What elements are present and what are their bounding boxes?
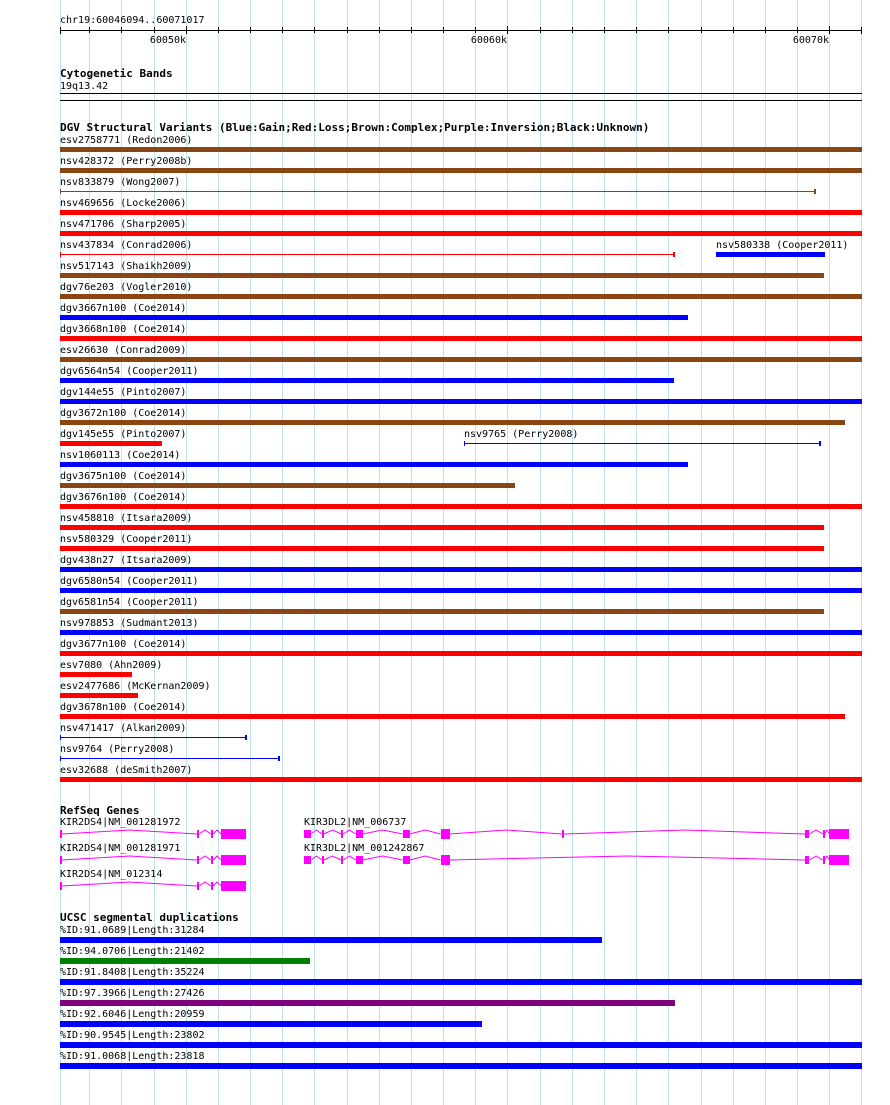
dgv-track-title: DGV Structural Variants (Blue:Gain;Red:Loss;Brown:Complex;Purple:Inversion;Black:Unknown) xyxy=(60,121,650,134)
exon-block xyxy=(304,830,311,838)
exon-block xyxy=(805,856,809,864)
gene-label: KIR3DL2|NM_001242867 xyxy=(304,843,425,854)
variant-label: dgv3676n100 (Coe2014) xyxy=(60,492,187,503)
exon-block xyxy=(60,856,62,864)
exon-block xyxy=(211,856,213,864)
variant-label: esv2477686 (McKernan2009) xyxy=(60,681,211,692)
exon-block xyxy=(829,829,849,839)
segdup-label: %ID:94.0706|Length:21402 xyxy=(60,946,205,957)
intron-line xyxy=(61,830,196,834)
intron-line xyxy=(343,856,355,860)
exon-block xyxy=(221,881,246,891)
segdup-label: %ID:92.6046|Length:20959 xyxy=(60,1009,205,1020)
intron-line xyxy=(450,856,806,860)
segdup-label: %ID:91.8408|Length:35224 xyxy=(60,967,205,978)
variant-label: nsv458810 (Itsara2009) xyxy=(60,513,193,524)
gene-label: KIR2DS4|NM_012314 xyxy=(60,869,163,880)
exon-block xyxy=(341,830,343,838)
variant-label: dgv3667n100 (Coe2014) xyxy=(60,303,187,314)
exon-block xyxy=(403,856,410,864)
cyto-band-label: 19q13.42 xyxy=(60,81,109,92)
exon-block xyxy=(211,882,213,890)
intron-line xyxy=(213,882,221,886)
variant-label: dgv3672n100 (Coe2014) xyxy=(60,408,187,419)
segdup-bar xyxy=(60,1042,862,1048)
variant-label: nsv437834 (Conrad2006) xyxy=(60,240,193,251)
exon-block xyxy=(221,829,246,839)
segdup-bar xyxy=(60,1063,862,1069)
intron-line xyxy=(809,830,823,834)
variant-label: dgv6581n54 (Cooper2011) xyxy=(60,597,199,608)
segdup-label: %ID:91.0689|Length:31284 xyxy=(60,925,205,936)
segdup-label: %ID:97.3966|Length:27426 xyxy=(60,988,205,999)
variant-label: nsv9765 (Perry2008) xyxy=(464,429,579,440)
intron-line xyxy=(450,830,563,834)
intron-line xyxy=(324,856,342,860)
variant-label: nsv580329 (Cooper2011) xyxy=(60,534,193,545)
variant-label: dgv3668n100 (Coe2014) xyxy=(60,324,187,335)
exon-block xyxy=(322,856,324,864)
intron-line xyxy=(324,830,342,834)
variant-label: nsv471417 (Alkan2009) xyxy=(60,723,187,734)
ruler-tick-label: 60070k xyxy=(792,35,829,46)
gene-label: KIR2DS4|NM_001281972 xyxy=(60,817,181,828)
intron-line xyxy=(343,830,355,834)
intron-line xyxy=(199,830,211,834)
intron-line xyxy=(213,830,221,834)
exon-block xyxy=(403,830,410,838)
exon-block xyxy=(197,882,199,890)
variant-label: esv2758771 (Redon2006) xyxy=(60,135,193,146)
exon-block xyxy=(356,830,363,838)
exon-block xyxy=(197,830,199,838)
variant-label: nsv833879 (Wong2007) xyxy=(60,177,181,188)
intron-line xyxy=(410,830,441,834)
cyto-track-title: Cytogenetic Bands xyxy=(60,67,173,80)
intron-line xyxy=(809,856,823,860)
intron-line xyxy=(199,856,211,860)
variant-label: nsv428372 (Perry2008b) xyxy=(60,156,193,167)
ruler-tick-label: 60060k xyxy=(470,35,507,46)
exon-block xyxy=(341,856,343,864)
segdup-bar xyxy=(60,958,310,964)
intron-line xyxy=(564,830,805,834)
exon-block xyxy=(356,856,363,864)
refseq-track-title: RefSeq Genes xyxy=(60,804,140,817)
segdup-bar xyxy=(60,979,862,985)
variant-label: nsv580338 (Cooper2011) xyxy=(716,240,849,251)
intron-line xyxy=(213,856,221,860)
ruler-tick-label: 60050k xyxy=(149,35,186,46)
variant-label: dgv6580n54 (Cooper2011) xyxy=(60,576,199,587)
variant-label: nsv978853 (Sudmant2013) xyxy=(60,618,199,629)
exon-block xyxy=(805,830,809,838)
variant-label: dgv145e55 (Pinto2007) xyxy=(60,429,187,440)
intron-line xyxy=(363,830,403,834)
intron-line xyxy=(363,856,403,860)
exon-block xyxy=(562,830,564,838)
exon-block xyxy=(211,830,213,838)
intron-line xyxy=(311,830,322,834)
variant-label: dgv3677n100 (Coe2014) xyxy=(60,639,187,650)
variant-label: dgv3675n100 (Coe2014) xyxy=(60,471,187,482)
intron-line xyxy=(61,856,196,860)
segdup-bar xyxy=(60,1000,675,1006)
gene-label: KIR2DS4|NM_001281971 xyxy=(60,843,181,854)
exon-block xyxy=(322,830,324,838)
exon-block xyxy=(304,856,311,864)
segdup-track-title: UCSC segmental duplications xyxy=(60,911,239,924)
segdup-label: %ID:91.0068|Length:23818 xyxy=(60,1051,205,1062)
exon-block xyxy=(60,882,62,890)
ruler-location: chr19:60046094..60071017 xyxy=(60,15,205,26)
segdup-bar xyxy=(60,937,602,943)
segdup-label: %ID:90.9545|Length:23802 xyxy=(60,1030,205,1041)
intron-line xyxy=(61,882,196,886)
segdup-bar xyxy=(60,1021,482,1027)
intron-line xyxy=(199,882,211,886)
variant-label: dgv6564n54 (Cooper2011) xyxy=(60,366,199,377)
exon-block xyxy=(829,855,849,865)
gene-label: KIR3DL2|NM_006737 xyxy=(304,817,407,828)
variant-label: nsv9764 (Perry2008) xyxy=(60,744,175,755)
intron-line xyxy=(410,856,441,860)
variant-label: esv26630 (Conrad2009) xyxy=(60,345,187,356)
variant-label: nsv469656 (Locke2006) xyxy=(60,198,187,209)
exon-block xyxy=(823,856,825,864)
variant-label: dgv438n27 (Itsara2009) xyxy=(60,555,193,566)
variant-label: dgv3678n100 (Coe2014) xyxy=(60,702,187,713)
exon-block xyxy=(441,829,450,839)
exon-block xyxy=(197,856,199,864)
variant-label: nsv1060113 (Coe2014) xyxy=(60,450,181,461)
variant-label: nsv471706 (Sharp2005) xyxy=(60,219,187,230)
variant-label: esv7080 (Ahn2009) xyxy=(60,660,163,671)
exon-block xyxy=(823,830,825,838)
exon-block xyxy=(60,830,62,838)
variant-label: dgv76e203 (Vogler2010) xyxy=(60,282,193,293)
exon-block xyxy=(221,855,246,865)
intron-line xyxy=(311,856,322,860)
variant-label: nsv517143 (Shaikh2009) xyxy=(60,261,193,272)
exon-block xyxy=(441,855,450,865)
variant-label: esv32688 (deSmith2007) xyxy=(60,765,193,776)
variant-label: dgv144e55 (Pinto2007) xyxy=(60,387,187,398)
